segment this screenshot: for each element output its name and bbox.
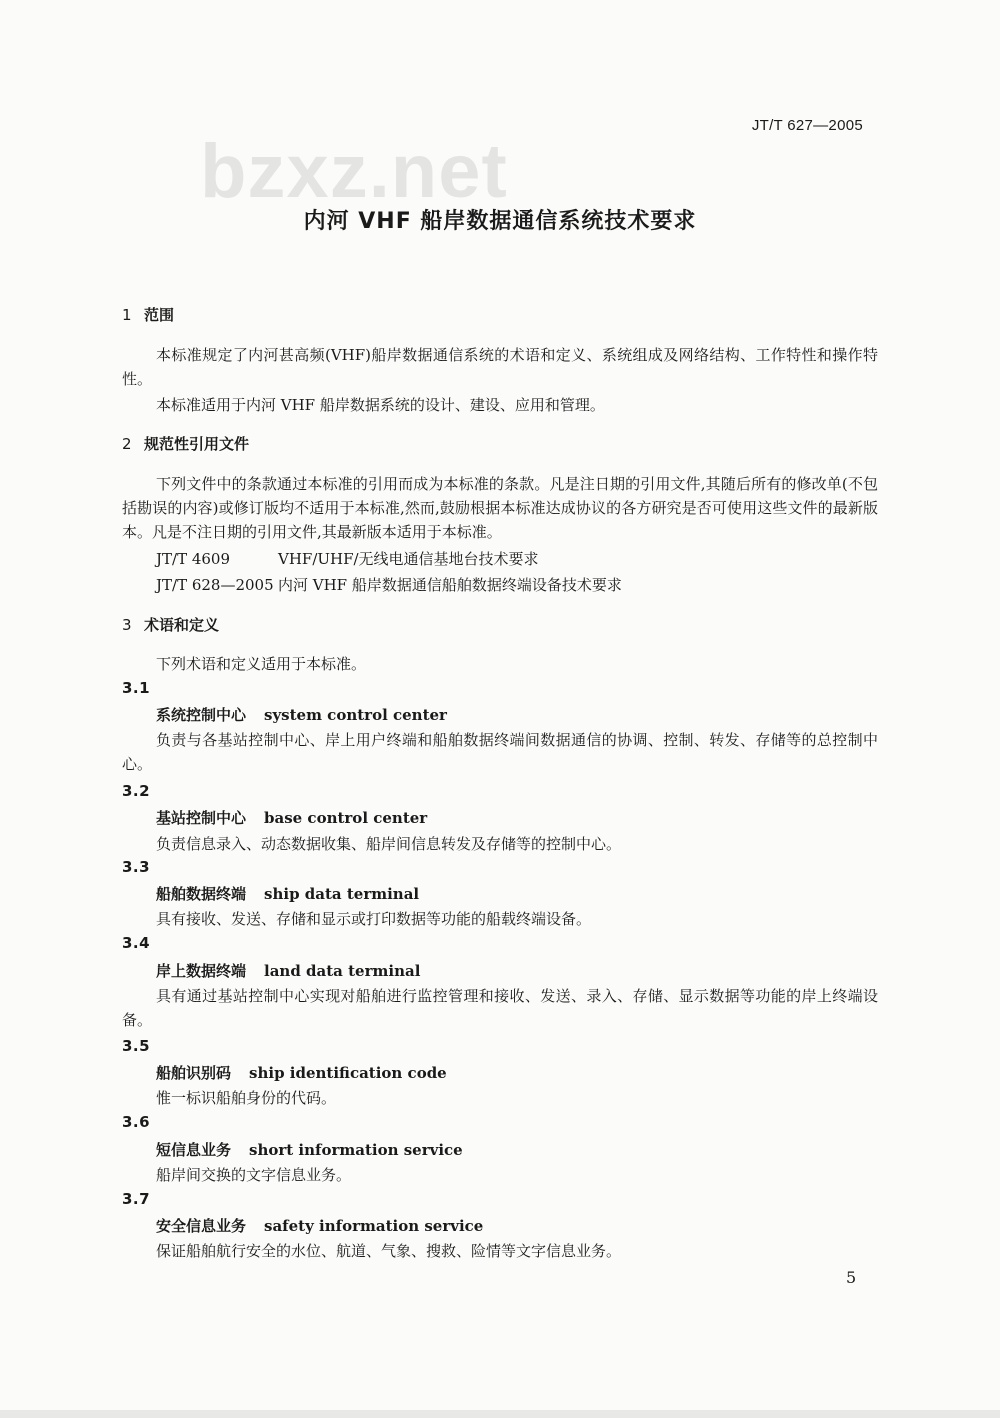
term-definition: 负责信息录入、动态数据收集、船岸间信息转发及存储等的控制中心。 (156, 835, 622, 853)
term-heading (156, 807, 427, 828)
page-edge (0, 1410, 1000, 1418)
section-number: 2 (122, 435, 132, 453)
term-heading (156, 1215, 483, 1236)
reference-title: VHF/UHF/无线电通信基地台技术要求 (278, 550, 539, 568)
term-heading (156, 960, 420, 981)
term-number: 3.1 (122, 679, 151, 697)
term-definition: 具有接收、发送、存储和显示或打印数据等功能的船载终端设备。 (156, 910, 592, 928)
reference-code: JT/T 4609 (156, 550, 231, 568)
term-chinese: 短信息业务 (156, 1141, 232, 1159)
term-chinese: 基站控制中心 (156, 809, 247, 827)
term-english: short information service (249, 1141, 463, 1159)
standard-code: JT/T 627—2005 (751, 117, 863, 134)
reference-title: 内河 VHF 船岸数据通信船舶数据终端设备技术要求 (278, 576, 622, 594)
section-number: 3 (122, 616, 132, 634)
section-1-paragraph-2: 本标准适用于内河 VHF 船岸数据系统的设计、建设、应用和管理。 (156, 396, 605, 414)
term-definition: 船岸间交换的文字信息业务。 (156, 1166, 352, 1184)
section-number: 1 (122, 306, 132, 324)
term-heading (156, 883, 419, 904)
watermark: bzxz.net (200, 129, 508, 214)
term-number: 3.2 (122, 782, 151, 800)
term-chinese: 船舶识别码 (156, 1064, 232, 1082)
term-number: 3.3 (122, 858, 151, 876)
page-number: 5 (846, 1268, 857, 1287)
term-english: ship identification code (249, 1064, 447, 1082)
term-english: system control center (264, 706, 447, 724)
term-english: safety information service (264, 1217, 484, 1235)
term-definition: 具有通过基站控制中心实现对船舶进行监控管理和接收、发送、录入、存储、显示数据等功能的岸上终端设备。 (122, 987, 878, 1029)
term-chinese: 安全信息业务 (156, 1217, 247, 1235)
document-title: 内河 VHF 船岸数据通信系统技术要求 (303, 209, 697, 234)
term-chinese: 岸上数据终端 (156, 962, 247, 980)
term-definition: 保证船舶航行安全的水位、航道、气象、搜救、险情等文字信息业务。 (156, 1242, 622, 1260)
section-3-paragraph-1: 下列术语和定义适用于本标准。 (156, 655, 367, 673)
section-title: 规范性引用文件 (144, 435, 250, 453)
reference-item (156, 548, 539, 569)
term-number: 3.5 (122, 1037, 151, 1055)
term-number: 3.4 (122, 934, 151, 952)
term-heading (156, 704, 447, 725)
term-heading (156, 1139, 463, 1160)
term-definition: 负责与各基站控制中心、岸上用户终端和船舶数据终端间数据通信的协调、控制、转发、存储等的总控制中心。 (122, 731, 878, 773)
section-title: 范围 (144, 306, 175, 324)
term-heading (156, 1062, 447, 1083)
reference-item (156, 574, 622, 595)
section-2-heading (122, 433, 249, 454)
section-1-paragraph-1: 本标准规定了内河甚高频(VHF)船岸数据通信系统的术语和定义、系统组成及网络结构、工作特性和操作特性。 (122, 346, 878, 388)
section-1-heading (122, 304, 174, 325)
term-number: 3.7 (122, 1190, 151, 1208)
term-definition: 惟一标识船舶身份的代码。 (156, 1089, 337, 1107)
section-3-heading (122, 614, 219, 635)
term-english: land data terminal (264, 962, 421, 980)
term-chinese: 船舶数据终端 (156, 885, 247, 903)
term-english: base control center (264, 809, 428, 827)
term-english: ship data terminal (264, 885, 420, 903)
reference-code: JT/T 628—2005 (156, 576, 274, 594)
section-2-paragraph-1: 下列文件中的条款通过本标准的引用而成为本标准的条款。凡是注日期的引用文件,其随后所有的修改单(不包括勘误的内容)或修订版均不适用于本标准,然而,鼓励根据本标准达成协议的各方研究是否可使用这些文件的最新版本。凡是不注日期的引用文件,其最新版本适用于本标准。 (122, 475, 878, 541)
term-chinese: 系统控制中心 (156, 706, 247, 724)
section-title: 术语和定义 (144, 616, 220, 634)
term-number: 3.6 (122, 1113, 151, 1131)
